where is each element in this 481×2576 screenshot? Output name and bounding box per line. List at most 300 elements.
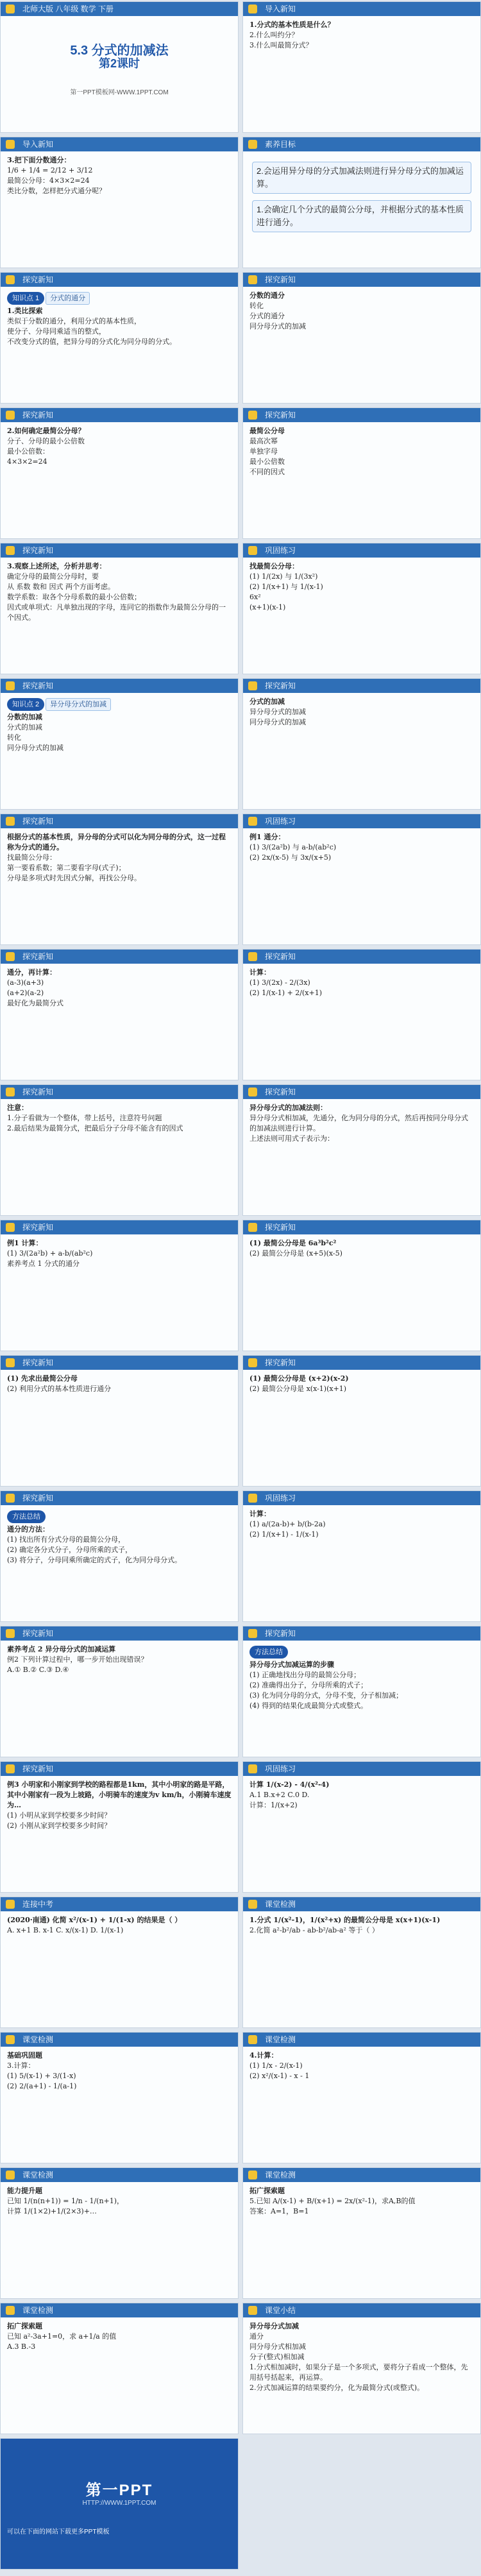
content-line: 分数的通分: [249, 291, 285, 300]
header-label: 探究新知: [265, 1358, 296, 1367]
content-line: 转化: [7, 733, 21, 742]
slide-header: [243, 1626, 480, 1641]
slide-header: [1, 1220, 238, 1234]
content-line: 分式的加减: [7, 723, 42, 731]
header-label: 导入新知: [22, 140, 54, 149]
slide-24[interactable]: [242, 1490, 481, 1622]
slide-header: [1, 1085, 238, 1099]
slide-19[interactable]: [0, 1220, 239, 1351]
slide-body: [243, 1641, 480, 1715]
header-icon: [248, 2035, 257, 2044]
header-label: 探究新知: [22, 952, 54, 961]
slide-header: [243, 273, 480, 287]
goal-item: 2.会运用异分母的分式加减法则进行异分母分式的加减运算。: [252, 162, 471, 194]
content-line: (2) 1/(x+1) - 1/(x-1): [249, 1530, 319, 1539]
content-line: 基础巩固题: [7, 2051, 42, 2060]
header-icon: [248, 275, 257, 284]
header-label: 课堂检测: [265, 2171, 296, 2179]
header-icon: [6, 1764, 15, 1773]
content-line: (2020·南通) 化简 x²/(x-1) + 1/(1-x) 的结果是（ ）: [7, 1916, 182, 1924]
content-line: 最简公分母：4×3×2=24: [7, 176, 90, 185]
content-line: 5.已知 A/(x-1) + B/(x+1) = 2x/(x²-1)，求A,B的值: [249, 2197, 416, 2205]
slide-header: [243, 1085, 480, 1099]
content-line: 最好化为最简分式: [7, 999, 63, 1007]
slide-10[interactable]: [242, 543, 481, 674]
content-line: A.1 B.x+2 C.0 D.: [249, 1791, 310, 1799]
content-line: 不同的因式: [249, 468, 285, 476]
lesson-title: 5.3 分式的加减法: [70, 44, 169, 58]
header-icon: [248, 2306, 257, 2315]
content-line: (2) 确定各分式分子，分母所乘的式子，: [7, 1546, 133, 1554]
content-line: (3) 化为同分母的分式，分母不变，分子相加减；: [249, 1691, 403, 1700]
content-line: 例3 小明家和小刚家到学校的路程都是1km，其中小明家的路是平路，其中小刚家有一段为上坡路，小明骑车的速度为v km/h，小刚骑车速度为…: [7, 1780, 232, 1809]
slide-body: [1, 151, 238, 200]
header-icon: [6, 1223, 15, 1232]
slide-header: [1, 1626, 238, 1641]
slide-header: [1, 679, 238, 693]
slide-17[interactable]: [0, 1084, 239, 1216]
slide-header: [243, 679, 480, 693]
slide-13[interactable]: [0, 814, 239, 945]
content-line: 例1 通分：: [249, 833, 285, 841]
slide-body: [243, 2317, 480, 2397]
slide-20[interactable]: [242, 1220, 481, 1351]
slide-header: [243, 2168, 480, 2182]
header-label: 课堂检测: [22, 2306, 54, 2315]
slide-header: [1, 2303, 238, 2317]
content-line: 同分母分式的加减: [249, 322, 306, 330]
brand-logo: 第一PPT: [85, 2482, 153, 2499]
slide-22[interactable]: [242, 1355, 481, 1487]
lesson-subtitle: 第2课时: [98, 57, 140, 70]
content-line: 素养考点 1 分式的通分: [7, 1259, 80, 1268]
content-line: 例1 计算：: [7, 1239, 43, 1247]
content-line: 拓广探索题: [7, 2322, 42, 2330]
slide-28[interactable]: [242, 1761, 481, 1893]
header-label: 探究新知: [265, 275, 296, 284]
header-icon: [6, 275, 15, 284]
slide-header: [243, 1220, 480, 1234]
slide-header: [243, 2303, 480, 2317]
slide-31[interactable]: [0, 2032, 239, 2163]
slide-header: [243, 408, 480, 422]
header-label: 探究新知: [22, 1088, 54, 1096]
slide-32[interactable]: [242, 2032, 481, 2163]
slide-body: [243, 1776, 480, 1814]
content-line: 2.最后结果为最简分式，把最后分子分母不能含有的因式: [7, 1124, 183, 1132]
content-line: 素养考点 2 异分母分式的加减运算: [7, 1645, 116, 1653]
slide-header: [1, 1356, 238, 1370]
header-label: 探究新知: [265, 1629, 296, 1638]
content-line: 1.分式 1/(x²-1)，1/(x²+x) 的最简公分母是 x(x+1)(x-1): [249, 1916, 441, 1924]
slide-header: [243, 2, 480, 16]
slide-header: [1, 273, 238, 287]
header-icon: [6, 140, 15, 149]
content-line: (1) 1/x - 2/(x-1): [249, 2061, 303, 2070]
content-line: 同分母分式的加减: [7, 744, 63, 752]
content-line: 异分母分式的加减法则：: [249, 1104, 327, 1112]
content-line: 1/6 + 1/4 = 2/12 + 3/12: [7, 166, 93, 175]
header-label: 课堂小结: [265, 2306, 296, 2315]
slide-header: [243, 950, 480, 964]
slide-body: [1, 1099, 238, 1138]
content-line: 答案：A=1，B=1: [249, 2207, 309, 2215]
content-line: 同分母分式相加减: [249, 2342, 306, 2351]
header-icon: [248, 681, 257, 690]
slide-header: [243, 1762, 480, 1776]
slide-16[interactable]: [242, 949, 481, 1080]
header-icon: [248, 952, 257, 961]
header-icon: [6, 1494, 15, 1503]
slide-body: [1, 1776, 238, 1835]
content-line: (1) 3/(2a²b) 与 a-b/(ab²c): [249, 843, 337, 851]
content-line: 单独字母: [249, 447, 278, 456]
content-line: 2.如何确定最简公分母？: [7, 427, 85, 435]
header-icon: [248, 1088, 257, 1096]
slide-36[interactable]: [242, 2303, 481, 2434]
header-icon: [248, 4, 257, 13]
content-line: 计算：: [249, 968, 271, 977]
slide-5[interactable]: [0, 272, 239, 404]
content-line: (1) a/(2a-b)+ b/(b-2a): [249, 1520, 326, 1528]
slide-header: [1, 2033, 238, 2047]
slide-body: [243, 287, 480, 336]
content-line: (a-3)(a+3): [7, 978, 44, 987]
content-line: 最高次幂: [249, 437, 278, 445]
content-line: 4.计算：: [249, 2051, 278, 2060]
slide-37[interactable]: [0, 2438, 239, 2570]
header-label: 巩固练习: [265, 1494, 296, 1503]
slide-header: [1, 814, 238, 828]
content-line: (1) 5/(x-1) + 3/(1-x): [7, 2072, 76, 2080]
slide-21[interactable]: [0, 1355, 239, 1487]
slide-body: [1, 2182, 238, 2221]
content-line: 根据分式的基本性质，异分母的分式可以化为同分母的分式，这一过程称为分式的通分。: [7, 833, 226, 851]
content-line: 分母是多项式时先因式分解，再找公分母。: [7, 874, 141, 882]
slide-body: [243, 16, 480, 55]
header-icon: [248, 1358, 257, 1367]
slide-12[interactable]: [242, 678, 481, 810]
header-label: 导入新知: [265, 4, 296, 13]
header-label: 巩固练习: [265, 546, 296, 555]
slide-34[interactable]: [242, 2167, 481, 2299]
header-label: 探究新知: [265, 1088, 296, 1096]
slide-header: [243, 1491, 480, 1505]
slide-body: [1, 1911, 238, 1940]
content-line: (2) x²/(x-1) - x - 1: [249, 2072, 310, 2080]
content-line: 通分，再计算：: [7, 968, 56, 977]
slide-header: [243, 1356, 480, 1370]
content-line: 异分母分式相加减，先通分，化为同分母的分式，然后再按同分母分式的加减法则进行计算。: [249, 1114, 468, 1132]
header-icon: [248, 1223, 257, 1232]
header-label: 探究新知: [22, 681, 54, 690]
content-line: (1) 最简公分母是 6a³b²c²: [249, 1239, 337, 1247]
header-icon: [6, 2035, 15, 2044]
content-line: (2) 准确得出分子，分母所乘的式子；: [249, 1681, 368, 1689]
slide-header: [1, 543, 238, 558]
header-icon: [248, 1900, 257, 1909]
slide-body: [243, 2047, 480, 2085]
content-line: 1.分式相加减时，如果分子是一个多项式，要将分子看成一个整体，先用括号括起来，再运算。: [249, 2363, 468, 2382]
content-line: (1) 小明从家到学校要多少时间？: [7, 1811, 112, 1820]
header-label: 探究新知: [22, 817, 54, 826]
header-label: 探究新知: [22, 411, 54, 420]
slide-body: [1, 1641, 238, 1679]
content-line: 4×3×2=24: [7, 457, 47, 466]
slide-35[interactable]: [0, 2303, 239, 2434]
header-icon: [6, 952, 15, 961]
header-icon: [6, 546, 15, 555]
content-line: 最小公倍数：: [7, 447, 49, 456]
content-line: (2) 利用分式的基本性质进行通分: [7, 1385, 112, 1393]
slide-26[interactable]: [242, 1626, 481, 1757]
content-line: (3) 将分子，分母同乘所确定的式子，化为同分母分式。: [7, 1556, 182, 1564]
header-label: 探究新知: [22, 1494, 54, 1503]
content-line: (1) 1/(2x) 与 1/(3x²): [249, 572, 318, 581]
header-label: 课堂检测: [22, 2171, 54, 2179]
goal-item: 1.会确定几个分式的最简公分母，并根据分式的基本性质进行通分。: [252, 200, 471, 232]
slide-body: [243, 1911, 480, 1940]
slide-body: [1, 1370, 238, 1398]
slide-6[interactable]: [242, 272, 481, 404]
slide-body: [1, 1234, 238, 1273]
header-icon: [248, 1494, 257, 1503]
slide-body: [1, 693, 238, 757]
slide-body: [243, 2182, 480, 2221]
content-line: 转化: [249, 302, 264, 310]
content-line: 上述法则可用式子表示为：: [249, 1134, 334, 1143]
slide-header: [1, 950, 238, 964]
slide-header: [243, 1897, 480, 1911]
content-line: 类比分数，怎样把分式通分呢？: [7, 187, 106, 195]
header-label: 连接中考: [22, 1900, 54, 1909]
header-icon: [248, 1629, 257, 1638]
slide-14[interactable]: [242, 814, 481, 945]
content-line: (2) 2/(a+1) - 1/(a-1): [7, 2082, 77, 2090]
content-line: 确定分母的最简公分母时，要: [7, 572, 99, 581]
slide-29[interactable]: [0, 1897, 239, 2028]
content-line: 分式的加减: [249, 697, 285, 706]
footer-text: 可以在下面的网站下载更多PPT模板: [7, 2529, 110, 2536]
knowledge-point: 知识点 1 分式的通分: [7, 291, 232, 306]
slide-3[interactable]: [0, 137, 239, 268]
header-label: 课堂检测: [265, 2035, 296, 2044]
content-line: (1) 3/(2x) - 2/(3x): [249, 978, 310, 987]
slide-15[interactable]: [0, 949, 239, 1080]
content-line: 异分母分式加减运算的步骤: [249, 1660, 334, 1669]
template-note: 第一PPT模板网-WWW.1PPT.COM: [70, 89, 169, 96]
content-line: 计算：: [249, 1510, 271, 1518]
header-icon: [248, 546, 257, 555]
content-line: 不改变分式的值，把异分母的分式化为同分母的分式。: [7, 337, 176, 346]
header-icon: [248, 817, 257, 826]
header-label: 探究新知: [265, 411, 296, 420]
slide-body: [1, 1505, 238, 1569]
content-line: (a+2)(a-2): [7, 989, 44, 997]
slide-body: [1, 558, 238, 627]
content-line: 计算：1/(x+2): [249, 1801, 298, 1809]
slide-body: [243, 1370, 480, 1398]
content-line: (2) 1/(x+1) 与 1/(x-1): [249, 583, 323, 591]
header-label: 探究新知: [265, 952, 296, 961]
slide-18[interactable]: [242, 1084, 481, 1216]
content-line: 拓广探索题: [249, 2187, 285, 2195]
slide-body: [243, 558, 480, 617]
slide-body: [243, 693, 480, 731]
header-icon: [6, 1088, 15, 1096]
slide-30[interactable]: [242, 1897, 481, 2028]
content-line: 数学系数：取各个分母系数的最小公倍数；: [7, 593, 141, 601]
content-line: 异分母分式加减: [249, 2322, 299, 2330]
header-icon: [6, 1358, 15, 1367]
header-icon: [248, 2171, 257, 2179]
content-line: 最简公分母: [249, 427, 285, 435]
content-line: 使分子、分母同乘适当的整式，: [7, 327, 106, 336]
header-icon: [6, 4, 15, 13]
header-label: 探究新知: [265, 1223, 296, 1232]
slide-body: [243, 422, 480, 481]
content-line: (1) 3/(2a²b) + a-b/(ab²c): [7, 1249, 93, 1258]
slide-4[interactable]: [242, 137, 481, 268]
content-line: 分子(整式)相加减: [249, 2353, 305, 2361]
content-line: 2.什么叫约分？: [249, 31, 299, 39]
content-line: 注意：: [7, 1104, 28, 1112]
content-line: 3.把下面分数通分：: [7, 156, 71, 164]
content-line: (2) 小刚从家到学校要多少时间？: [7, 1821, 112, 1830]
brand-url: HTTP://WWW.1PPT.COM: [82, 2500, 156, 2507]
content-line: (1) 正确地找出分母的最简公分母；: [249, 1671, 361, 1679]
content-line: 同分母分式的加减: [249, 718, 306, 726]
slide-header: [243, 137, 480, 151]
slide-body: [243, 1234, 480, 1263]
slide-header: [243, 814, 480, 828]
slide-header: [1, 137, 238, 151]
slide-header: [1, 2168, 238, 2182]
header-label: 探究新知: [22, 1764, 54, 1773]
slide-header: [243, 2033, 480, 2047]
slide-body: [243, 1505, 480, 1544]
content-line: (2) 2x/(x-5) 与 3x/(x+5): [249, 853, 332, 862]
header-label: 探究新知: [22, 1223, 54, 1232]
slide-body: [243, 1099, 480, 1148]
slide-body: [243, 964, 480, 1002]
content-line: 3.什么叫最简分式？: [249, 41, 313, 49]
content-line: 3.计算：: [7, 2061, 35, 2070]
content-line: (2) 1/(x-1) + 2/(x+1): [249, 989, 323, 997]
header-icon: [6, 411, 15, 420]
header-icon: [248, 1764, 257, 1773]
slide-body: [243, 828, 480, 867]
slide-9[interactable]: [0, 543, 239, 674]
header-icon: [6, 681, 15, 690]
method-summary-badge: 方法总结: [249, 1646, 288, 1659]
content-line: 因式或单项式：凡单独出现的字母，连同它的指数作为最简公分母的一个因式。: [7, 603, 226, 622]
content-line: A. x+1 B. x-1 C. x/(x-1) D. 1/(x-1): [7, 1926, 124, 1934]
content-line: 计算 1/(1×2)+1/(2×3)+…: [7, 2207, 97, 2215]
header-label: 巩固练习: [265, 1764, 296, 1773]
slide-body: [1, 964, 238, 1012]
header-label: 探究新知: [265, 681, 296, 690]
content-line: (2) 最简公分母是 (x+5)(x-5): [249, 1249, 342, 1258]
header-label: 北师大版 八年级 数学 下册: [22, 4, 114, 13]
slide-header: [1, 408, 238, 422]
header-label: 课堂检测: [22, 2035, 54, 2044]
content-line: A.3 B.-3: [7, 2342, 36, 2351]
slide-33[interactable]: [0, 2167, 239, 2299]
content-line: 例2 下列计算过程中，哪一步开始出现错误？: [7, 1655, 148, 1664]
content-line: 2.化简 a²-b²/ab - ab-b²/ab-a² 等于（ ）: [249, 1926, 379, 1934]
content-line: 第一要看系数；第二要看字母(式子)；: [7, 864, 126, 872]
content-line: 通分的方法：: [7, 1525, 49, 1533]
header-icon: [6, 1900, 15, 1909]
slide-23[interactable]: [0, 1490, 239, 1622]
content-line: (x+1)(x-1): [249, 603, 286, 611]
content-line: 找最简公分母：: [249, 562, 299, 570]
content-line: (1) 先求出最简公分母: [7, 1374, 78, 1383]
slide-body: [1, 422, 238, 471]
slide-header: [1, 2, 238, 16]
content-line: 1.类比探索: [7, 307, 43, 315]
slide-38[interactable]: [242, 2438, 481, 2570]
content-line: 类似于分数的通分，利用分式的基本性质，: [7, 317, 141, 325]
content-line: 异分母分式的加减: [249, 708, 306, 716]
content-line: 6x²: [249, 593, 261, 601]
content-line: 分式的通分: [249, 312, 285, 320]
content-line: 3.观察上述所述，分析并思考：: [7, 562, 106, 570]
content-line: 通分: [249, 2332, 264, 2341]
slide-body: [1, 16, 238, 102]
slide-body: [1, 2317, 238, 2356]
content-line: (1) 找出所有分式分母的最简公分母，: [7, 1535, 126, 1544]
slide-header: [1, 1491, 238, 1505]
content-line: 最小公倍数: [249, 457, 285, 466]
content-line: 分子、分母的最小公倍数: [7, 437, 85, 445]
header-label: 素养目标: [265, 140, 296, 149]
header-icon: [248, 140, 257, 149]
content-line: 分数的加减: [7, 713, 42, 721]
slide-7[interactable]: [0, 407, 239, 539]
header-icon: [248, 411, 257, 420]
header-label: 巩固练习: [265, 817, 296, 826]
content-line: A.① B.② C.③ D.④: [7, 1666, 69, 1674]
slide-2[interactable]: [242, 1, 481, 133]
slide-11[interactable]: [0, 678, 239, 810]
slide-body: [1, 828, 238, 887]
content-line: 2.分式加减运算的结果要约分，化为最简分式(或整式)。: [249, 2384, 425, 2392]
content-line: (2) 最简公分母是 x(x-1)(x+1): [249, 1385, 347, 1393]
content-line: 能力提升题: [7, 2187, 42, 2195]
content-line: (4) 得到的结果化成最简分式或整式。: [249, 1702, 368, 1710]
header-label: 课堂检测: [265, 1900, 296, 1909]
slide-body: [1, 2047, 238, 2095]
slide-body: [243, 151, 480, 243]
content-line: 计算 1/(x-2) - 4/(x²-4): [249, 1780, 330, 1789]
header-icon: [6, 817, 15, 826]
content-line: 1.分子看做为一个整体，带上括号，注意符号问题: [7, 1114, 162, 1122]
header-icon: [6, 1629, 15, 1638]
content-line: (1) 最简公分母是 (x+2)(x-2): [249, 1374, 349, 1383]
slide-1[interactable]: [0, 1, 239, 133]
content-line: 1.分式的基本性质是什么？: [249, 21, 335, 29]
content-line: 已知 1/(n(n+1)) = 1/n - 1/(n+1)，: [7, 2197, 124, 2205]
slide-8[interactable]: [242, 407, 481, 539]
header-icon: [6, 2171, 15, 2179]
slide-header: [243, 543, 480, 558]
header-label: 探究新知: [22, 275, 54, 284]
slide-27[interactable]: [0, 1761, 239, 1893]
slide-25[interactable]: [0, 1626, 239, 1757]
slide-header: [1, 1897, 238, 1911]
